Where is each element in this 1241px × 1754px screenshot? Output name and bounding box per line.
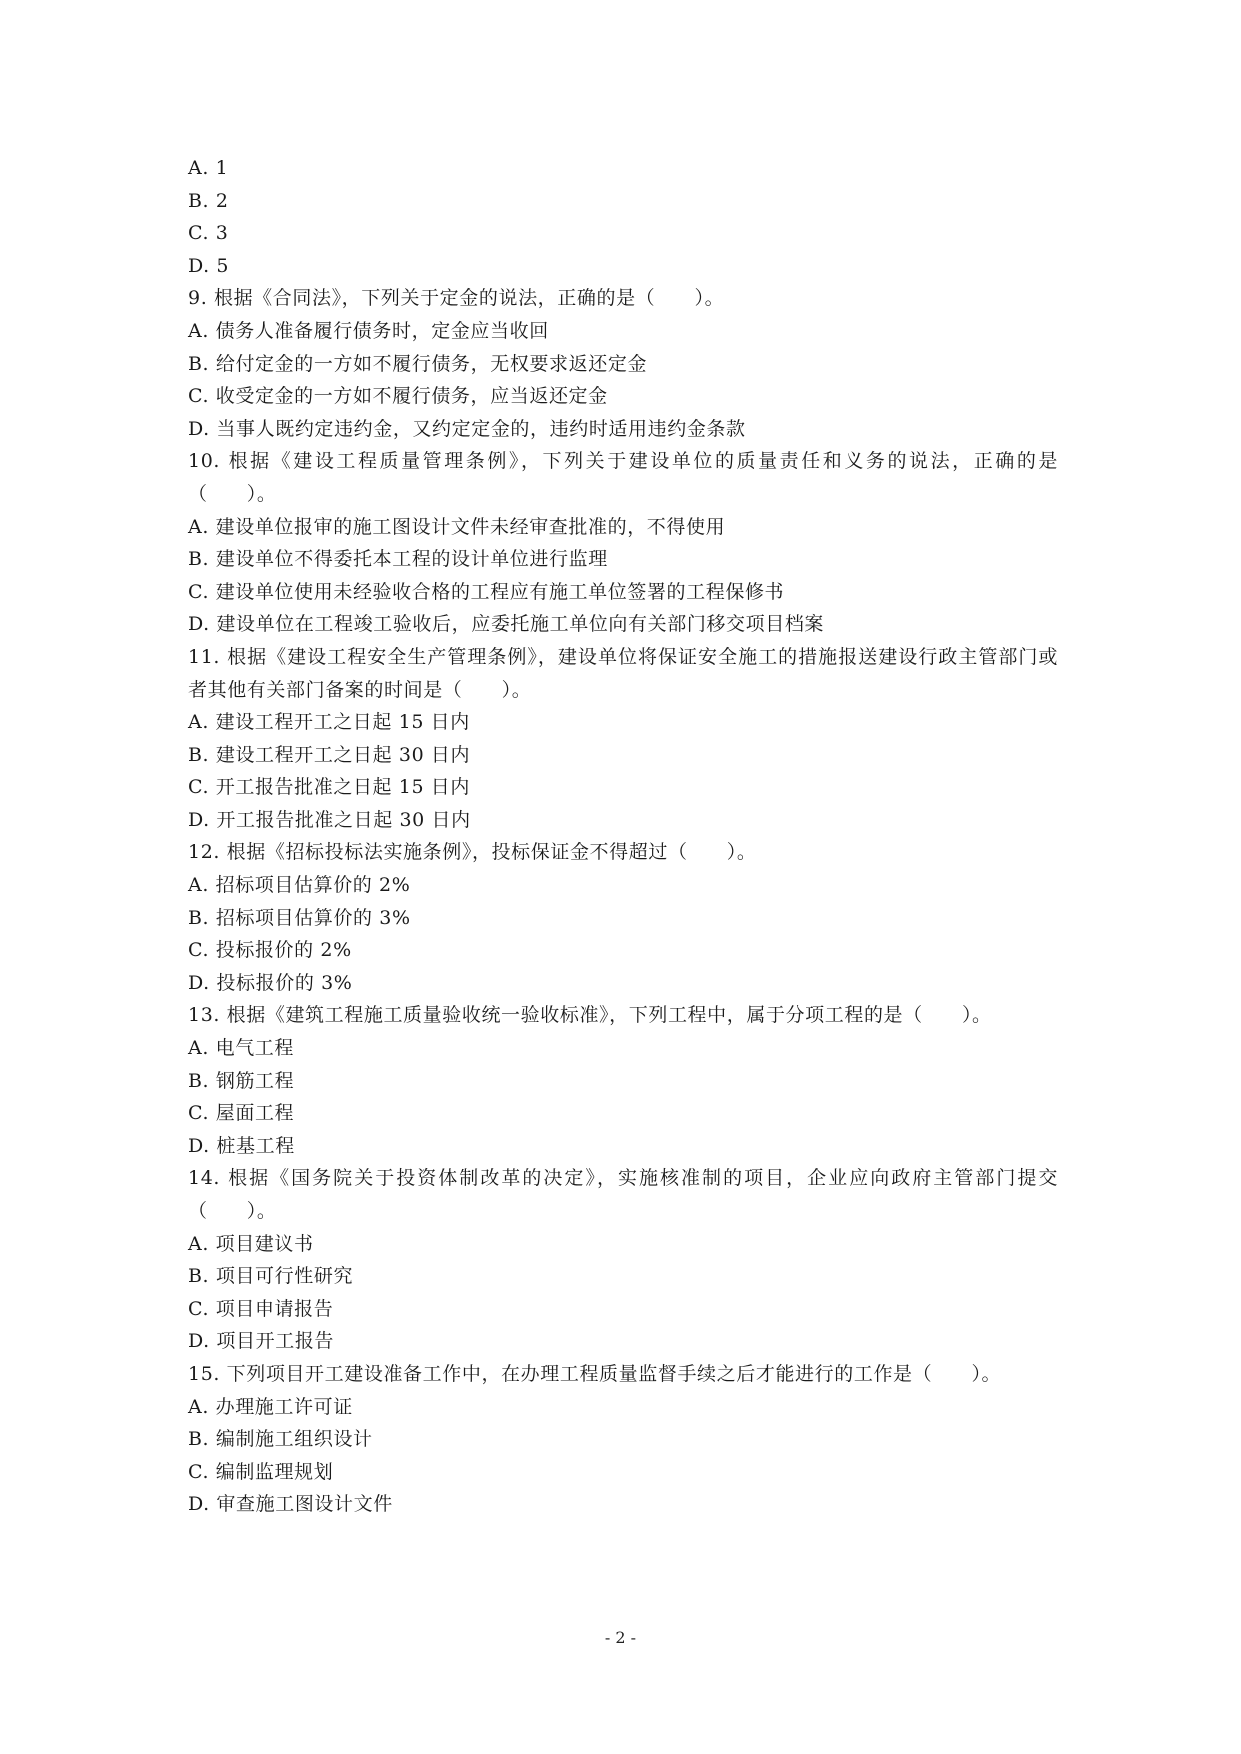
page-content bbox=[188, 152, 1058, 1521]
option-a: A. 电气工程 bbox=[188, 1037, 295, 1060]
option-b: B. 钢筋工程 bbox=[188, 1069, 295, 1092]
option-b: B. 2 bbox=[188, 189, 229, 212]
option-c: C. 建设单位使用未经验收合格的工程应有施工单位签署的工程保修书 bbox=[188, 580, 785, 603]
option-d: D. 当事人既约定违约金，又约定定金的，违约时适用违约金条款 bbox=[188, 417, 746, 440]
option-c: C. 项目申请报告 bbox=[188, 1297, 334, 1320]
option-a: A. 建设工程开工之日起 15 日内 bbox=[188, 711, 470, 734]
option-b: B. 建设单位不得委托本工程的设计单位进行监理 bbox=[188, 548, 608, 571]
page-number: - 2 - bbox=[604, 1628, 637, 1647]
option-c: C. 收受定金的一方如不履行债务，应当返还定金 bbox=[188, 385, 608, 408]
question-text: 15. 下列项目开工建设准备工作中，在办理工程质量监督手续之后才能进行的工作是（ ）。 bbox=[188, 1362, 1002, 1385]
option-b: B. 编制施工组织设计 bbox=[188, 1428, 373, 1451]
option-c: C. 3 bbox=[188, 222, 229, 245]
question-14 bbox=[188, 1162, 1058, 1358]
option-a: A. 1 bbox=[188, 157, 229, 179]
option-b: B. 招标项目估算价的 3% bbox=[188, 906, 411, 929]
option-d: D. 审查施工图设计文件 bbox=[188, 1493, 393, 1516]
option-b: B. 项目可行性研究 bbox=[188, 1265, 354, 1288]
question-text: 14. 根据《国务院关于投资体制改革的决定》，实施核准制的项目，企业应向政府主管部门提交（ ）。 bbox=[188, 1167, 1058, 1222]
option-c: C. 编制监理规划 bbox=[188, 1460, 334, 1483]
option-d: D. 5 bbox=[188, 254, 230, 277]
option-b: B. 给付定金的一方如不履行债务，无权要求返还定金 bbox=[188, 352, 648, 375]
option-d: D. 桩基工程 bbox=[188, 1134, 295, 1157]
option-a: A. 招标项目估算价的 2% bbox=[188, 874, 411, 897]
option-a: A. 项目建议书 bbox=[188, 1232, 314, 1255]
option-c: C. 投标报价的 2% bbox=[188, 939, 352, 962]
option-a: A. 办理施工许可证 bbox=[188, 1395, 353, 1418]
option-d: D. 建设单位在工程竣工验收后，应委托施工单位向有关部门移交项目档案 bbox=[188, 613, 825, 636]
option-b: B. 建设工程开工之日起 30 日内 bbox=[188, 743, 471, 766]
option-a: A. 债务人准备履行债务时，定金应当收回 bbox=[188, 319, 549, 342]
leading-options bbox=[188, 152, 1058, 282]
question-15 bbox=[188, 1358, 1058, 1521]
question-text: 10. 根据《建设工程质量管理条例》，下列关于建设单位的质量责任和义务的说法，正确的是（ ）。 bbox=[188, 450, 1058, 505]
option-c: C. 屋面工程 bbox=[188, 1102, 295, 1125]
question-text: 11. 根据《建设工程安全生产管理条例》，建设单位将保证安全施工的措施报送建设行政主管部门或者其他有关部门备案的时间是（ ）。 bbox=[188, 645, 1058, 701]
option-d: D. 开工报告批准之日起 30 日内 bbox=[188, 808, 471, 831]
question-12 bbox=[188, 836, 1058, 999]
question-11 bbox=[188, 641, 1058, 837]
question-text: 13. 根据《建筑工程施工质量验收统一验收标准》，下列工程中，属于分项工程的是（ ）。 bbox=[188, 1004, 992, 1027]
question-text: 12. 根据《招标投标法实施条例》，投标保证金不得超过（ ）。 bbox=[188, 841, 757, 864]
option-c: C. 开工报告批准之日起 15 日内 bbox=[188, 776, 470, 799]
question-text: 9. 根据《合同法》，下列关于定金的说法，正确的是（ ）。 bbox=[188, 287, 725, 310]
question-10 bbox=[188, 445, 1058, 641]
option-d: D. 投标报价的 3% bbox=[188, 971, 353, 994]
option-a: A. 建设单位报审的施工图设计文件未经审查批准的，不得使用 bbox=[188, 515, 726, 538]
option-d: D. 项目开工报告 bbox=[188, 1330, 335, 1353]
question-9 bbox=[188, 282, 1058, 445]
question-13 bbox=[188, 999, 1058, 1162]
